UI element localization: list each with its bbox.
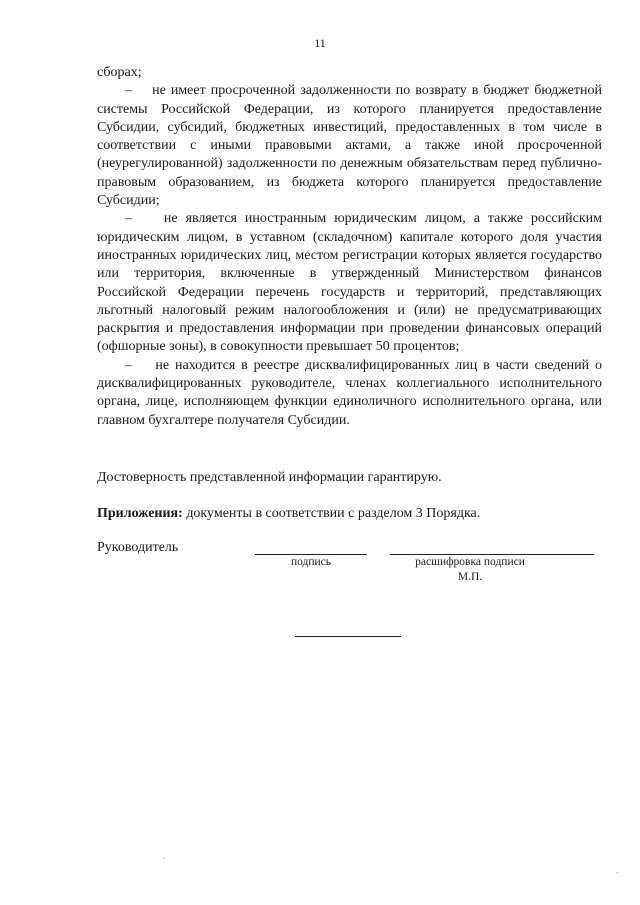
attachments-label: Приложения: [97, 506, 183, 521]
attachments-text: документы в соответствии с разделом 3 Порядка. [182, 506, 481, 521]
page-number: 11 [314, 36, 326, 50]
signature-caption: подпись [290, 556, 332, 568]
signer-role: Руководитель [97, 540, 179, 555]
signature-decoding-caption: расшифровка подписи [415, 556, 525, 568]
paragraph-disqualification-clause: – не находится в реестре дисквалифицированных лиц в части сведений о дисквалифицированных руководителе, членах коллегиального исполнительного органа, лице, исполняющем функции единоличного исполнительного органа, или главном бухгалтере получателя Субсидии. [97, 357, 602, 428]
paragraph-foreign-entity-clause: – не является иностранным юридическим лицом, а также российским юридическим лицом, в уставном (складочном) капитале которого доля участия иностранных юридических лиц, местом регистрации которых является государство или территория, включенные в утвержденный Министерством финансов Российской Федерации перечень государств и территорий, представляющих льготный налоговый режим налогообложения и (или) не предусматривающих раскрытия и предоставления информации при проведении финансовых операций (офшорные зоны), в совокупности превышает 50 процентов; [97, 211, 602, 355]
guarantee-statement: Достоверность представленной информации гарантирую. [97, 470, 442, 485]
signature-line [255, 554, 367, 555]
scan-speck [164, 858, 165, 859]
seal-mark: М.П. [457, 571, 483, 583]
document-body [97, 64, 602, 430]
paragraph-continuation: сборах; [97, 65, 142, 80]
attachments-line [97, 505, 602, 523]
closing-rule [295, 636, 401, 637]
paragraph-debt-clause: – не имеет просроченной задолженности по возврату в бюджет бюджетной системы Российской Федерации, из которого планируется предоставление Субсидии, субсидий, бюджетных инвестиций, предоставленных в том числе в соответствии с иными правовыми актами, а также иной просроченной (неурегулированной) задолженности по денежным обязательствам перед публично-правовым образованием, из бюджета которого планируется предоставление Субсидии; [97, 83, 602, 209]
signature-block [97, 540, 602, 600]
signature-decoding-line [390, 554, 594, 555]
scan-speck [617, 872, 618, 873]
